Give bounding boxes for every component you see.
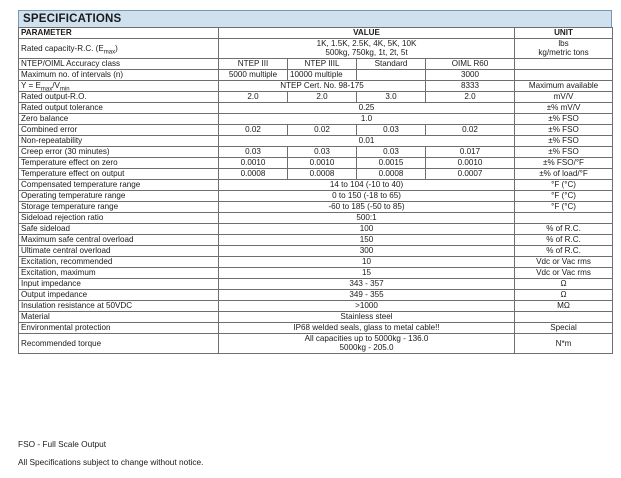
table-row [19, 234, 613, 245]
row-value: 0.0015 [357, 157, 426, 168]
row-value: OIML R60 [426, 58, 515, 69]
row-label: Maximum no. of intervals (n) [19, 69, 219, 80]
row-value: 1.0 [219, 113, 515, 124]
row-unit: Special [515, 322, 613, 333]
table-row [19, 157, 613, 168]
row-unit: N*m [515, 333, 613, 353]
row-unit: MΩ [515, 300, 613, 311]
row-value: 0.0010 [426, 157, 515, 168]
header-row [19, 28, 613, 39]
row-label: Rated capacity-R.C. $(E_{max})$ [19, 39, 219, 59]
row-unit [515, 212, 613, 223]
row-unit: mV/V [515, 91, 613, 102]
row-value: 0.017 [426, 146, 515, 157]
row-unit: % of R.C. [515, 245, 613, 256]
row-value: 0.03 [288, 146, 357, 157]
table-row [19, 91, 613, 102]
row-value: 0.03 [357, 146, 426, 157]
row-unit: Maximum available [515, 80, 613, 91]
row-label: Rated output tolerance [19, 102, 219, 113]
row-label: Non-repeatability [19, 135, 219, 146]
row-value: >1000 [219, 300, 515, 311]
row-label: Safe sideload [19, 223, 219, 234]
row-unit: % of R.C. [515, 234, 613, 245]
row-value: 500:1 [219, 212, 515, 223]
row-unit: °F (°C) [515, 201, 613, 212]
row-label: Temperature effect on zero [19, 157, 219, 168]
row-unit: ±% FSO [515, 135, 613, 146]
row-unit: Vdc or Vac rms [515, 267, 613, 278]
row-label: Operating temperature range [19, 190, 219, 201]
row-label: Combined error [19, 124, 219, 135]
row-unit: % of R.C. [515, 223, 613, 234]
row-value: 349 - 355 [219, 289, 515, 300]
table-row [19, 168, 613, 179]
table-row [19, 201, 613, 212]
footnotes [18, 438, 203, 474]
row-unit: ±% FSO/°F [515, 157, 613, 168]
specifications-title: SPECIFICATIONS [18, 10, 612, 27]
row-unit: Ω [515, 278, 613, 289]
table-row [19, 212, 613, 223]
row-label: Environmental protection [19, 322, 219, 333]
row-label: Recommended torque [19, 333, 219, 353]
table-row [19, 245, 613, 256]
table-row [19, 179, 613, 190]
row-value [357, 69, 426, 80]
row-label: Ultimate central overload [19, 245, 219, 256]
row-value: NTEP IIIL [288, 58, 357, 69]
row-value: 15 [219, 267, 515, 278]
row-label: Creep error (30 minutes) [19, 146, 219, 157]
row-unit: °F (°C) [515, 179, 613, 190]
row-unit: ±% of load/°F [515, 168, 613, 179]
row-value: 100 [219, 223, 515, 234]
table-row [19, 113, 613, 124]
row-value: 10 [219, 256, 515, 267]
table-row [19, 190, 613, 201]
row-unit: Ω [515, 289, 613, 300]
row-value: 343 - 357 [219, 278, 515, 289]
row-value: 8333 [426, 80, 515, 91]
row-unit [515, 69, 613, 80]
row-value: 5000 multiple [219, 69, 288, 80]
row-value: 0.0010 [219, 157, 288, 168]
table-row [19, 223, 613, 234]
row-label: Sideload rejection ratio [19, 212, 219, 223]
row-label: Zero balance [19, 113, 219, 124]
table-row [19, 124, 613, 135]
row-value: 10000 multiple [288, 69, 357, 80]
table-row [19, 80, 613, 91]
row-value: 2.0 [288, 91, 357, 102]
row-value: NTEP Cert. No. 98-175 [219, 80, 426, 91]
table-row [19, 39, 613, 59]
specifications-sheet [18, 10, 612, 354]
row-value: NTEP III [219, 58, 288, 69]
table-row [19, 333, 613, 353]
row-unit: ±% FSO [515, 124, 613, 135]
fso-note: FSO - Full Scale Output [18, 439, 107, 449]
row-value: -60 to 185 (-50 to 85) [219, 201, 515, 212]
row-unit: lbs kg/metric tons [515, 39, 613, 59]
table-row [19, 135, 613, 146]
row-label: Temperature effect on output [19, 168, 219, 179]
row-value: All capacities up to 5000kg - 136.0 5000kg - 205.0 [219, 333, 515, 353]
row-value: 2.0 [426, 91, 515, 102]
row-value: 3000 [426, 69, 515, 80]
row-value: 0.0008 [288, 168, 357, 179]
table-row [19, 267, 613, 278]
row-label: Storage temperature range [19, 201, 219, 212]
row-label: $Y = E_{max}/V_{min}$ [19, 80, 219, 91]
row-value: 0 to 150 (-18 to 65) [219, 190, 515, 201]
row-value: 14 to 104 (-10 to 40) [219, 179, 515, 190]
table-row [19, 256, 613, 267]
row-label: Excitation, maximum [19, 267, 219, 278]
row-label: Maximum safe central overload [19, 234, 219, 245]
row-label: Output impedance [19, 289, 219, 300]
row-unit: Vdc or Vac rms [515, 256, 613, 267]
row-label: Material [19, 311, 219, 322]
row-value: 0.0008 [357, 168, 426, 179]
row-unit: ±% FSO [515, 146, 613, 157]
table-row [19, 102, 613, 113]
disclaimer-note: All Specifications subject to change without notice. [18, 457, 204, 467]
table-row [19, 311, 613, 322]
row-label: Excitation, recommended [19, 256, 219, 267]
row-unit: °F (°C) [515, 190, 613, 201]
table-row [19, 300, 613, 311]
row-label: Compensated temperature range [19, 179, 219, 190]
header-value: VALUE [219, 28, 515, 39]
table-row [19, 289, 613, 300]
row-label: Input impedance [19, 278, 219, 289]
row-unit [515, 311, 613, 322]
table-row [19, 69, 613, 80]
row-value: 2.0 [219, 91, 288, 102]
row-unit [515, 58, 613, 69]
header-unit: UNIT [515, 28, 613, 39]
row-value: 150 [219, 234, 515, 245]
row-value: IP68 welded seals, glass to metal cable!! [219, 322, 515, 333]
specifications-table [18, 27, 613, 354]
row-value: Standard [357, 58, 426, 69]
row-value: 0.0007 [426, 168, 515, 179]
row-value: 0.03 [219, 146, 288, 157]
row-value: Stainless steel [219, 311, 515, 322]
row-value: 0.0010 [288, 157, 357, 168]
row-value: 0.02 [219, 124, 288, 135]
row-unit: ±% FSO [515, 113, 613, 124]
row-value: 0.02 [426, 124, 515, 135]
table-row [19, 322, 613, 333]
header-parameter: PARAMETER [19, 28, 219, 39]
row-label: NTEP/OIML Accuracy class [19, 58, 219, 69]
row-value: 3.0 [357, 91, 426, 102]
table-row [19, 278, 613, 289]
table-row [19, 58, 613, 69]
row-value: 300 [219, 245, 515, 256]
table-row [19, 146, 613, 157]
row-value: 0.25 [219, 102, 515, 113]
row-value: 0.01 [219, 135, 515, 146]
row-value: 0.02 [288, 124, 357, 135]
row-unit: ±% mV/V [515, 102, 613, 113]
row-value: 0.0008 [219, 168, 288, 179]
row-value: 0.03 [357, 124, 426, 135]
row-label: Rated output-R.O. [19, 91, 219, 102]
row-label: Insulation resistance at 50VDC [19, 300, 219, 311]
row-value: 1K, 1.5K, 2.5K, 4K, 5K, 10K 500kg, 750kg, 1t, 2t, 5t [219, 39, 515, 59]
